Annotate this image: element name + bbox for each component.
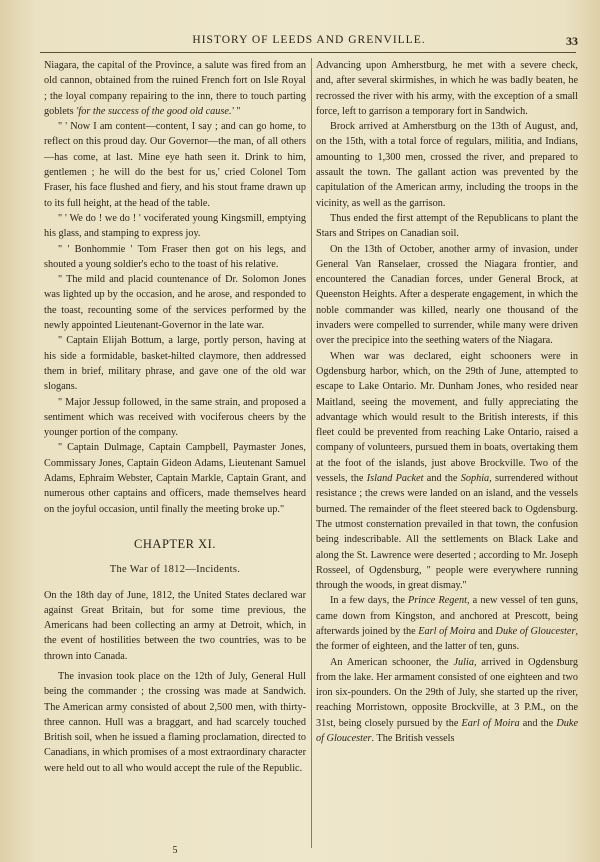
column-divider (311, 58, 312, 848)
paragraph: On the 18th day of June, 1812, the United States declared war against Great Britain, but for some time previous, the Americans had been collecting an army at Detroit, which, in the event of hostilities between the two countries, was to be thrown into Canada. (44, 589, 306, 662)
paragraph: Brock arrived at Amherstburg on the 13th of August, and, on the 15th, with a total force of regulars, militia, and Indians, amounting to 1,300 men, crossed the river, and prepared to assault the town. The gallant action was prevented by the capitulation of the American army, including the troops in the vicinity, as well as the garrison. (316, 121, 578, 209)
paragraph: On the 13th of October, another army of invasion, under General Van Ranselaer, crossed the Niagara frontier, and encountered the Canadian forces, under General Brock, at Queenston Heights. After a desperate engagement, in which the noble commander was killed, nearly one thousand of the invaders were compelled to surrender, while many were driven over the precipice into the seething waters of the Niagara. (316, 243, 578, 347)
paragraph: Thus ended the first attempt of the Republicans to plant the Stars and Stripes on Canadian soil. (316, 212, 578, 240)
paragraph: " The mild and placid countenance of Dr. Solomon Jones was lighted up by the occasion, and he arose, and responded to the toast, recounting some of the services performed by the newly appointed Lieutenant-Governor in the late war. (44, 274, 306, 332)
left-column (44, 58, 306, 776)
paragraph: The invasion took place on the 12th of July, General Hull being the commander ; the crossing was made at Sandwich. The American army consisted of about 2,500 men, with thirty-three cannon. Hull was a braggart, and had scarcely touched British soil, when he issued a flaming proclamation, directed to Canadians, in which promises of a most extraordinary character were held out to all who would accept the rule of the Republic. (44, 670, 306, 774)
paragraph: Niagara, the capital of the Province, a salute was fired from an old cannon, obtained from the ruined French fort on Isle Royal ; the loyal company repairing to the inn, there to touch parting goblets 'for the success of the good old cause.' " (44, 60, 306, 117)
paragraph: " Major Jessup followed, in the same strain, and proposed a sentiment which was received with vociferous cheers by the younger portion of the company. (44, 396, 306, 439)
chapter-title: CHAPTER XI. (134, 536, 216, 551)
paragraph: " Captain Dulmage, Captain Campbell, Paymaster Jones, Commissary Jones, Captain Gideon Adams, Lieutenant Samuel Adams, Ephraim Webster, Captain Markle, Captain Grant, and numerous other captains and officers, made themselves heard on the joyful occasion, until finally the meeting broke up." (44, 442, 306, 515)
paragraph: " ' We do ! we do ! ' vociferated young Kingsmill, emptying his glass, and stamping to express joy. (44, 212, 306, 240)
header-rule (40, 52, 576, 53)
paragraph: " ' Bonhommie ' Tom Fraser then got on his legs, and shouted a young soldier's echo to the toast of his relative. (44, 243, 306, 270)
running-head: HISTORY OF LEEDS AND GRENVILLE. (192, 34, 426, 46)
page-number: 33 (566, 34, 578, 48)
chapter-subtitle: The War of 1812—Incidents. (109, 564, 241, 576)
paragraph: An American schooner, the Julia, arrived in Ogdensburg from the lake. Her armament consisted of one eighteen and two iron six-pounders. On the 29th of July, she started up the river, reaching Morristown, opposite Brockville, at 3 P.M., on the 31st, being closely pursued by the Earl of Moira and the Duke of Gloucester. The British vessels (316, 656, 579, 745)
paragraph: Advancing upon Amherstburg, he met with a severe check, and, after several skirmishes, in which he was badly beaten, he recrossed the river with his army, with the exception of a small force, left to garrison a temporary fort in Sandwich. (316, 60, 578, 117)
paragraph: " ' Now I am content—content, I say ; and can go home, to reflect on this proud day. Our Governor—the man, of all others—has come, at last. Mine eye hath seen it. Drink to him, gentlemen ; he will do the best for us,' cried Colonel Tom Fraser, his face flushed and fiery, and his stout frame drawn up to its full height, at the head of the table. (44, 121, 306, 209)
right-column (316, 58, 578, 746)
signature-mark: 5 (172, 845, 178, 856)
paragraph: " Captain Elijah Bottum, a large, portly person, having at his side a formidable, basket-hilted claymore, then addressed them in brief, military phrase, and gave one of the old war slogans. (44, 335, 306, 393)
paragraph: In a few days, the Prince Regent, a new vessel of ten guns, came down from Kingston, and anchored at Prescott, being afterwards joined by the Earl of Moira and Duke of Gloucester, the former of eighteen, and the latter of ten, guns. (316, 595, 579, 653)
paragraph: When war was declared, eight schooners were in Ogdensburg harbor, which, on the 29th of June, attempted to escape to Lake Ontario. Mr. Dunham Jones, who resided near Maitland, seeing the movement, and fully appreciating the advantage which would result to the British interests, if this fleet could be prevented from reaching Lake Ontario, raised a company of volunteers, pursued them in boats, overtaking them at the foot of the islands, just above Brockville. Two of the vessels, the Island Packet and the Sophia, surrendered without resistance ; the crews were landed on an island, and the vessels burned. The remainder of the fleet steered back to Ogdensburg. The utmost consternation prevailed in that town, the confusion being indescribable. All the settlements on Black Lake and along the St. Lawrence were deserted ; according to Mr. Joseph Rosseel, of Ogdensburg, " people were everywhere running through the woods, in great dismay." (316, 350, 579, 592)
